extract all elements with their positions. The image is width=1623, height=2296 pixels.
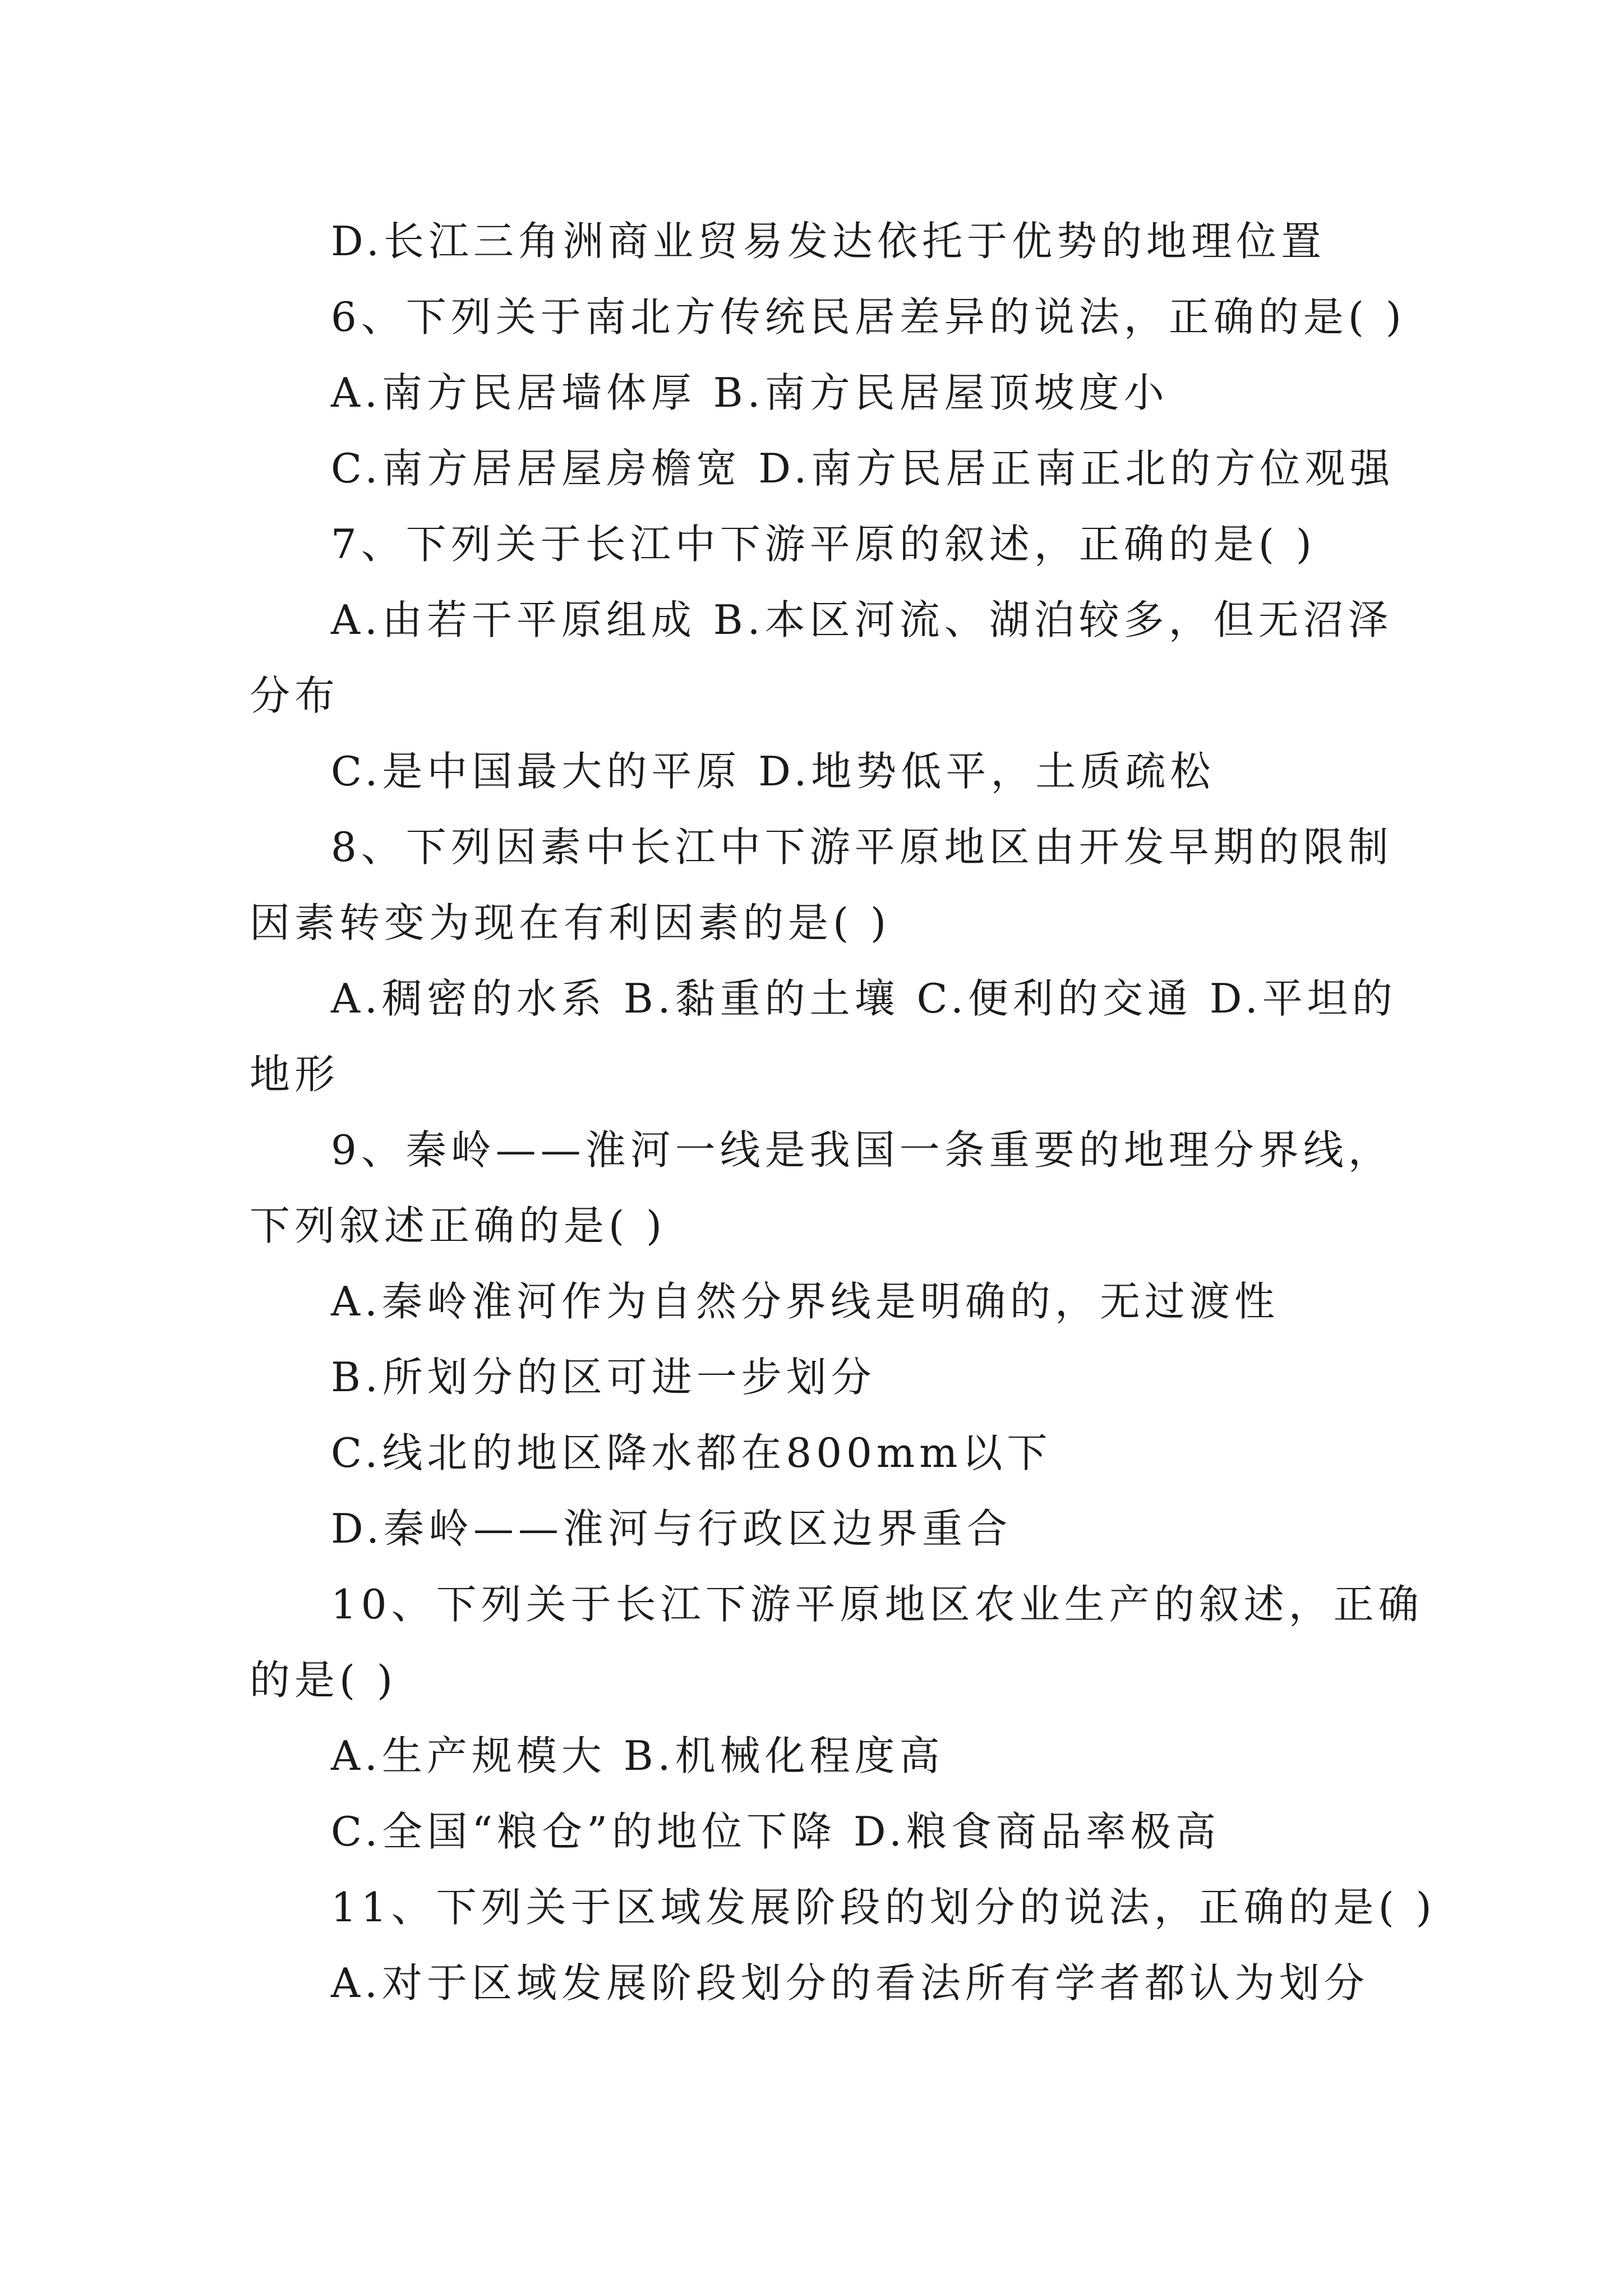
question-11-option-a: A.对于区域发展阶段划分的看法所有学者都认为划分 — [331, 1959, 1369, 2007]
question-9-option-c: C.线北的地区降水都在800mm以下 — [331, 1429, 1052, 1476]
question-6: 6、下列关于南北方传统民居差异的说法，正确的是( ) — [331, 293, 1406, 341]
text-line: D.长江三角洲商业贸易发达依托于优势的地理位置 — [331, 218, 1326, 265]
question-8-continuation: 因素转变为现在有利因素的是( ) — [250, 899, 891, 946]
question-10-options-ab: A.生产规模大 B.机械化程度高 — [331, 1732, 944, 1779]
question-10-continuation: 的是( ) — [250, 1657, 398, 1704]
question-9-option-b: B.所划分的区可进一步划分 — [331, 1354, 876, 1401]
text-line-continuation: 地形 — [250, 1051, 340, 1098]
question-6-options-ab: A.南方民居墙体厚 B.南方民居屋顶坡度小 — [331, 369, 1169, 416]
question-9-option-a: A.秦岭淮河作为自然分界线是明确的，无过渡性 — [331, 1278, 1279, 1325]
question-7: 7、下列关于长江中下游平原的叙述，正确的是( ) — [331, 521, 1316, 568]
question-6-options-cd: C.南方居居屋房檐宽 D.南方民居正南正北的方位观强 — [331, 445, 1395, 492]
question-8-options: A.稠密的水系 B.黏重的土壤 C.便利的交通 D.平坦的 — [331, 975, 1397, 1022]
question-10-options-cd: C.全国“粮仓”的地位下降 D.粮食商品率极高 — [331, 1808, 1220, 1855]
question-7-options-cd: C.是中国最大的平原 D.地势低平，土质疏松 — [331, 748, 1215, 795]
text-line-continuation: 分布 — [250, 672, 340, 719]
question-9: 9、秦岭——淮河一线是我国一条重要的地理分界线， — [331, 1126, 1393, 1174]
question-10: 10、下列关于长江下游平原地区农业生产的叙述，正确 — [331, 1581, 1423, 1628]
question-9-option-d: D.秦岭——淮河与行政区边界重合 — [331, 1505, 1012, 1552]
question-7-options-ab: A.由若干平原组成 B.本区河流、湖泊较多，但无沼泽 — [331, 596, 1393, 643]
question-11: 11、下列关于区域发展阶段的划分的说法，正确的是( ) — [331, 1884, 1436, 1931]
question-9-continuation: 下列叙述正确的是( ) — [250, 1202, 667, 1249]
question-8: 8、下列因素中长江中下游平原地区由开发早期的限制 — [331, 823, 1393, 871]
